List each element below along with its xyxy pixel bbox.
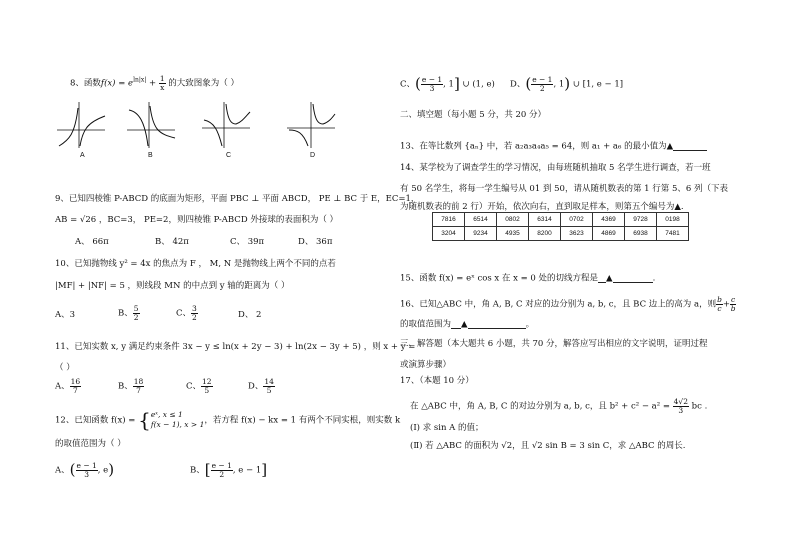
q10-option-c: C、 $\frac{3}{2}$ bbox=[176, 304, 197, 322]
table-cell: 9234 bbox=[465, 227, 497, 241]
q9-line2: AB = √26 ，BC=3， PE=2，则四棱锥 P-ABCD 外接球的表面积为（ ） bbox=[55, 215, 339, 225]
table-cell: 8200 bbox=[529, 227, 561, 241]
random-number-table bbox=[432, 212, 689, 241]
q9-option-c: C、 39π bbox=[230, 237, 265, 247]
q17-part1: (Ⅰ) 求 sin A 的值； bbox=[410, 423, 484, 433]
table-row bbox=[433, 227, 689, 241]
q10-line1: 10、已知抛物线 y² = 4x 的焦点为 F ， M, N 是抛物线上两个不同的点若 bbox=[55, 259, 336, 269]
q8-graph-d-label: D bbox=[310, 152, 316, 159]
q17-title: 17、（本题 10 分） bbox=[400, 376, 474, 386]
q11-line1: 11、已知实数 x, y 满足约束条件 3x − y ≤ ln(x + 2y − 3) + ln(2x − 3y + 5) ，则 x + y = bbox=[55, 342, 416, 352]
q16-line2: 的取值范围为 ▲ 。 bbox=[400, 319, 535, 330]
q15: 15、函数 f(x) = eˣ cos x 在 x = 0 处的切线方程是 ▲ . bbox=[400, 273, 656, 284]
table-row bbox=[433, 213, 689, 227]
q8-graph-b bbox=[125, 100, 177, 150]
table-cell: 4869 bbox=[593, 227, 625, 241]
q12-option-b: B、[ $\frac{e - 1}{2}$ , e − 1] bbox=[190, 460, 268, 479]
section3-heading-line2: 或演算步骤） bbox=[400, 360, 452, 370]
table-cell: 0802 bbox=[497, 213, 529, 227]
table-cell: 4935 bbox=[497, 227, 529, 241]
q16-line1: 16、已知△ABC 中，角 A, B, C 对应的边分别为 a, b, c，且 BC 边上的高为 a，则 $\frac{b}{c}$ + $\frac{c}{b}$ bbox=[400, 295, 736, 313]
q11-option-a: A、 $\frac{16}{7}$ bbox=[55, 377, 81, 395]
table-cell: 7481 bbox=[657, 227, 689, 241]
q11-paren: （ ） bbox=[55, 363, 75, 373]
table-cell: 7816 bbox=[433, 213, 465, 227]
q12-option-d: D、( $\frac{e - 1}{2}$ , 1) ∪ [1, e − 1] bbox=[510, 74, 624, 93]
q8-graph-a-label: A bbox=[80, 152, 85, 159]
table-cell: 6314 bbox=[529, 213, 561, 227]
q10-option-a: A、3 bbox=[55, 310, 76, 320]
q10-option-b: B、 $\frac{5}{2}$ bbox=[118, 304, 139, 322]
q12-stem: 12、已知函数 f(x) = { eˣ, x ≤ 1 f(x − 1), x > 1 ，若方程 f(x) − kx = 1 有两个不同实根，则实数 k bbox=[55, 408, 401, 432]
q10-line2: |MF| + |NF| = 5 ，则线段 MN 的中点到 y 轴的距离为（ ） bbox=[55, 281, 290, 291]
q9-option-d: D、 36π bbox=[298, 237, 333, 247]
q17-text: 在 △ABC 中，角 A, B, C 的对边分别为 a, b, c，且 b² + c² − a² = $\frac{4√2}{3}$ bc . bbox=[410, 397, 708, 415]
q8-graph-c-label: C bbox=[226, 152, 232, 159]
q9-option-b: B、 42π bbox=[155, 237, 189, 247]
q10-option-d: D、 2 bbox=[238, 310, 262, 320]
q17-part2: (Ⅱ) 若 △ABC 的面积为 √2，且 √2 sin B = 3 sin C，求 △ABC 的周长. bbox=[410, 441, 686, 451]
section2-heading: 二、填空题（每小题 5 分，共 20 分） bbox=[400, 110, 547, 120]
q14-line2: 有 50 名学生，将每一学生编号从 01 到 50，请从随机数表的第 1 行第 5、6 列（下表 bbox=[400, 184, 728, 194]
q8-graph-c bbox=[200, 100, 252, 150]
q9-option-a: A、 66π bbox=[75, 237, 109, 247]
table-cell: 3623 bbox=[561, 227, 593, 241]
q8-graph-a bbox=[55, 100, 107, 150]
table-cell: 0198 bbox=[657, 213, 689, 227]
q8-stem: 8、函数$f(x) = e^{ln|x|}$ + $\frac{1}{x}$ 的大致图象为（ ） bbox=[70, 74, 239, 92]
q12-line2: 的取值范围为（ ） bbox=[55, 439, 126, 449]
q11-option-c: C、 $\frac{12}{5}$ bbox=[186, 377, 212, 395]
q11-option-b: B、 $\frac{18}{7}$ bbox=[118, 377, 144, 395]
table-cell: 9728 bbox=[625, 213, 657, 227]
table-cell: 3204 bbox=[433, 227, 465, 241]
table-cell: 4369 bbox=[593, 213, 625, 227]
q9-line1: 9、已知四棱锥 P-ABCD 的底面为矩形，平面 PBC ⊥ 平面 ABCD， PE ⊥ BC 于 E，EC=1， bbox=[55, 194, 420, 204]
q8-graph-d bbox=[285, 100, 337, 150]
q11-option-d: D、 $\frac{14}{5}$ bbox=[248, 377, 274, 395]
q14-line1: 14、某学校为了调查学生的学习情况，由每班随机抽取 5 名学生进行调查，若一班 bbox=[400, 163, 711, 173]
q13: 13、在等比数列 {aₙ} 中，若 a₂a₃a₄a₅ = 64，则 a₁ + a₆ 的最小值为▲ bbox=[400, 142, 707, 151]
section3-heading-line1: 三、解答题（本大题共 6 小题，共 70 分，解答应写出相应的文字说明，证明过程 bbox=[400, 339, 708, 349]
table-cell: 6514 bbox=[465, 213, 497, 227]
q12-option-c: C、( $\frac{e - 1}{3}$ , 1] ∪ (1, e) bbox=[400, 74, 495, 93]
q14-line3: 为随机数表的前 2 行）开始，依次向右，直到取足样本，则第五个编号为▲. bbox=[400, 202, 684, 212]
q8-graph-b-label: B bbox=[148, 152, 153, 159]
table-cell: 6938 bbox=[625, 227, 657, 241]
q12-option-a: A、( $\frac{e - 1}{3}$ , e) bbox=[55, 460, 115, 479]
table-cell: 0702 bbox=[561, 213, 593, 227]
